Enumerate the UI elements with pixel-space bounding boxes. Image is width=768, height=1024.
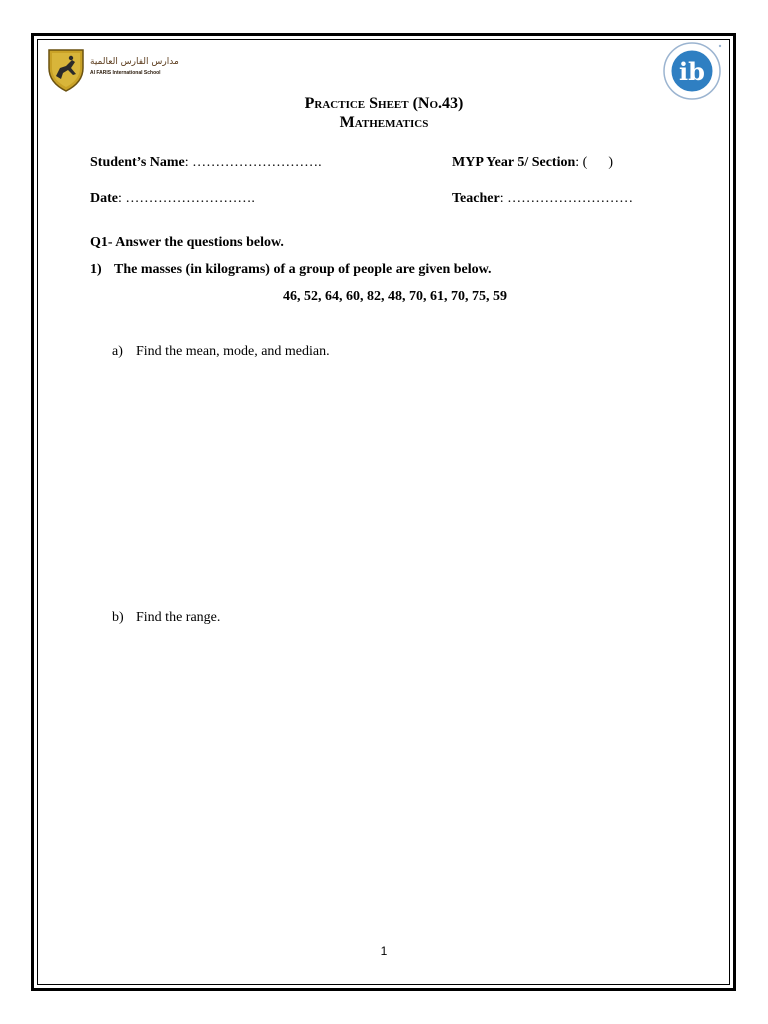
- student-name-label: Student’s Name: [90, 155, 185, 170]
- school-name-arabic: مدارس الفارس العالمية: [90, 57, 179, 67]
- student-name-field: [90, 155, 322, 171]
- teacher-label: Teacher: [452, 191, 500, 206]
- school-name-english: Al FARIS International School: [90, 70, 161, 76]
- sub-question-text: Find the mean, mode, and median.: [136, 344, 330, 359]
- item-text: The masses (in kilograms) of a group of people are given below.: [114, 262, 492, 277]
- date-field: [90, 191, 255, 207]
- page-border-inner: [37, 39, 730, 985]
- svg-text:ib: ib: [679, 57, 705, 86]
- myp-section-blank: : ( ): [575, 155, 613, 170]
- item-number: 1): [90, 262, 102, 277]
- sub-question-text: Find the range.: [136, 610, 221, 625]
- sub-question-b: [112, 610, 220, 626]
- school-crest-logo: [46, 46, 86, 97]
- date-blank: : ……………………….: [118, 191, 255, 206]
- sub-question-a: [112, 344, 330, 360]
- worksheet-title: Practice Sheet (No.43): [304, 95, 464, 112]
- question-item: [90, 262, 492, 278]
- myp-section-field: [452, 155, 613, 171]
- student-name-blank: : ……………………….: [184, 155, 322, 170]
- sub-question-letter: a): [112, 344, 123, 359]
- sub-question-letter: b): [112, 610, 124, 625]
- teacher-field: [452, 191, 633, 207]
- myp-section-label: MYP Year 5/ Section: [452, 155, 576, 170]
- data-values: 46, 52, 64, 60, 82, 48, 70, 61, 70, 75, 59: [283, 289, 507, 304]
- teacher-blank: : ………………………: [499, 191, 634, 206]
- question-heading: Q1- Answer the questions below.: [90, 235, 284, 250]
- date-label: Date: [90, 191, 118, 206]
- page-number: 1: [380, 944, 388, 958]
- subject-title: Mathematics: [339, 114, 429, 131]
